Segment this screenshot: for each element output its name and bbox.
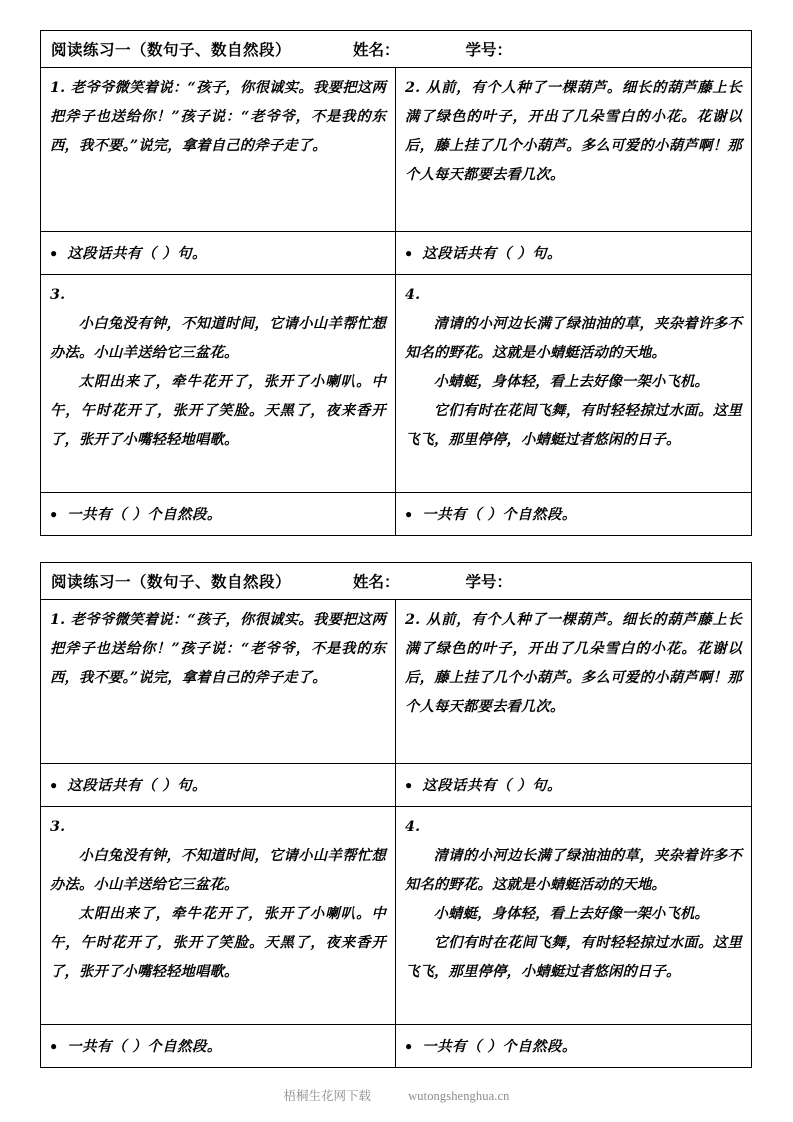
bullet-icon: ● — [50, 778, 58, 792]
bullet-icon: ● — [405, 507, 413, 521]
passage-number: 4. — [405, 819, 421, 835]
passage-line: 小白兔没有钟，不知道时间，它请小山羊帮忙想办法。小山羊送给它三盆花。 — [50, 848, 386, 893]
passage-text-4 — [405, 813, 742, 987]
passage-cell-1 — [41, 600, 396, 763]
question-text: 这段话共有（ ）句。 — [422, 778, 562, 794]
question-cell-paragraph-count-2[interactable] — [396, 1025, 751, 1067]
passage-line: 1. 老爷爷微笑着说：“孩子，你很诚实。我要把这两把斧子也送给你！”孩子说：“老爷爷，不是我的东西，我不要。”说完，拿着自己的斧子走了。 — [50, 80, 386, 154]
passage-text-3 — [50, 813, 386, 987]
page-footer — [0, 1086, 793, 1104]
footer-url: wutongshenghua.cn — [408, 1089, 510, 1103]
passage-line: 太阳出来了，牵牛花开了，张开了小喇叭。中午，午时花开了，张开了笑脸。天黑了，夜来香开了，张开了小嘴轻轻地唱歌。 — [50, 906, 386, 980]
question-cell-sentence-count-1[interactable] — [41, 232, 396, 274]
question-row-1 — [41, 764, 751, 807]
name-field-label: 姓名： — [353, 573, 400, 591]
worksheet-header-row — [41, 563, 751, 600]
passage-cell-4 — [396, 807, 751, 1024]
passage-number: 3. — [50, 287, 66, 303]
bullet-icon: ● — [405, 1039, 413, 1053]
passage-line: 它们有时在花间飞舞，有时轻轻掠过水面。这里飞飞，那里停停，小蜻蜓过者悠闲的日子。 — [405, 935, 742, 980]
passage-line: 小蜻蜓，身体轻，看上去好像一架小飞机。 — [433, 374, 710, 390]
worksheet-table-copy-2 — [40, 562, 752, 1068]
page-title: 阅读练习一（数句子、数自然段） — [51, 41, 292, 59]
worksheet-table-copy-1 — [40, 30, 752, 536]
passage-row-1 — [41, 600, 751, 764]
question-cell-sentence-count-1[interactable] — [41, 764, 396, 806]
question-row-2 — [41, 493, 751, 535]
worksheet-header-row — [41, 31, 751, 68]
question-row-1 — [41, 232, 751, 275]
bullet-icon: ● — [50, 1039, 58, 1053]
passage-line: 它们有时在花间飞舞，有时轻轻掠过水面。这里飞飞，那里停停，小蜻蜓过者悠闲的日子。 — [405, 403, 742, 448]
passage-row-1 — [41, 68, 751, 232]
question-cell-sentence-count-2[interactable] — [396, 764, 751, 806]
passage-text-2 — [405, 74, 742, 190]
passage-cell-3 — [41, 275, 396, 492]
bullet-icon: ● — [50, 507, 58, 521]
page-title: 阅读练习一（数句子、数自然段） — [51, 573, 292, 591]
passage-line: 小白兔没有钟，不知道时间，它请小山羊帮忙想办法。小山羊送给它三盆花。 — [50, 316, 386, 361]
passage-text-1 — [50, 74, 386, 161]
bullet-icon: ● — [405, 778, 413, 792]
passage-text-3 — [50, 281, 386, 455]
passage-cell-4 — [396, 275, 751, 492]
question-text: 一共有（ ）个自然段。 — [67, 1039, 222, 1055]
passage-row-2 — [41, 275, 751, 493]
passage-number: 3. — [50, 819, 66, 835]
passage-line: 太阳出来了，牵牛花开了，张开了小喇叭。中午，午时花开了，张开了笑脸。天黑了，夜来香开了，张开了小嘴轻轻地唱歌。 — [50, 374, 386, 448]
question-text: 这段话共有（ ）句。 — [422, 246, 562, 262]
question-text: 这段话共有（ ）句。 — [67, 778, 207, 794]
question-text: 一共有（ ）个自然段。 — [422, 1039, 577, 1055]
passage-number: 4. — [405, 287, 421, 303]
question-cell-sentence-count-2[interactable] — [396, 232, 751, 274]
question-row-2 — [41, 1025, 751, 1067]
question-text: 一共有（ ）个自然段。 — [422, 507, 577, 523]
passage-text-2 — [405, 606, 742, 722]
passage-line: 清请的小河边长满了绿油油的草，夹杂着许多不知名的野花。这就是小蜻蜓活动的天地。 — [405, 316, 742, 361]
passage-cell-2 — [396, 68, 751, 231]
passage-line: 清请的小河边长满了绿油油的草，夹杂着许多不知名的野花。这就是小蜻蜓活动的天地。 — [405, 848, 742, 893]
bullet-icon: ● — [50, 246, 58, 260]
question-text: 一共有（ ）个自然段。 — [67, 507, 222, 523]
student-number-field-label: 学号： — [465, 573, 513, 591]
passage-line: 小蜻蜓，身体轻，看上去好像一架小飞机。 — [433, 906, 710, 922]
student-number-field-label: 学号： — [465, 41, 513, 59]
passage-line: 2. 从前，有个人种了一棵葫芦。细长的葫芦藤上长满了绿色的叶子，开出了几朵雪白的小花。花谢以后，藤上挂了几个小葫芦。多么可爱的小葫芦啊！那个人每天都要去看几次。 — [405, 80, 742, 183]
question-cell-paragraph-count-1[interactable] — [41, 1025, 396, 1067]
header-cell — [41, 563, 751, 599]
passage-cell-3 — [41, 807, 396, 1024]
name-field-label: 姓名： — [353, 41, 400, 59]
question-cell-paragraph-count-1[interactable] — [41, 493, 396, 535]
passage-text-1 — [50, 606, 386, 693]
passage-cell-2 — [396, 600, 751, 763]
question-text: 这段话共有（ ）句。 — [67, 246, 207, 262]
header-cell — [41, 31, 751, 67]
passage-line: 2. 从前，有个人种了一棵葫芦。细长的葫芦藤上长满了绿色的叶子，开出了几朵雪白的小花。花谢以后，藤上挂了几个小葫芦。多么可爱的小葫芦啊！那个人每天都要去看几次。 — [405, 612, 742, 715]
passage-text-4 — [405, 281, 742, 455]
bullet-icon: ● — [405, 246, 413, 260]
passage-row-2 — [41, 807, 751, 1025]
footer-site-name: 梧桐生花网下载 — [283, 1089, 372, 1103]
passage-line: 1. 老爷爷微笑着说：“孩子，你很诚实。我要把这两把斧子也送给你！”孩子说：“老爷爷，不是我的东西，我不要。”说完，拿着自己的斧子走了。 — [50, 612, 386, 686]
passage-cell-1 — [41, 68, 396, 231]
question-cell-paragraph-count-2[interactable] — [396, 493, 751, 535]
